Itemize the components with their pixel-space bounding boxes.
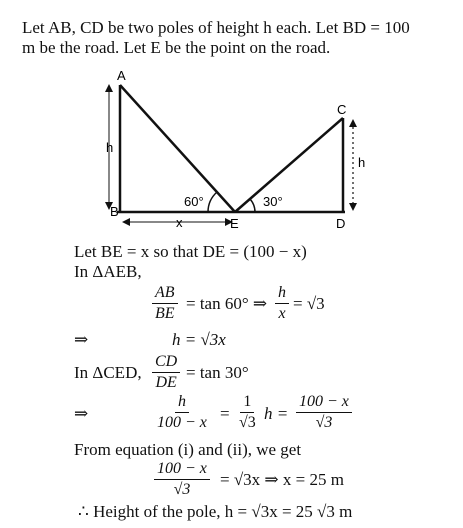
angle-arc-30 bbox=[250, 199, 255, 212]
final-answer-line: ∴ Height of the pole, h = √3x = 25 √3 m bbox=[78, 502, 353, 521]
point-b-label: B bbox=[110, 204, 119, 219]
eq2-line: h = √3x bbox=[172, 330, 226, 349]
denominator: √3 bbox=[173, 481, 191, 498]
eq4-middle: h = bbox=[264, 404, 289, 423]
in-aeb-line: In ΔAEB, bbox=[74, 262, 142, 281]
point-e-label: E bbox=[230, 216, 239, 231]
numerator: h bbox=[175, 393, 189, 413]
denominator: √3 bbox=[315, 414, 333, 431]
denominator: BE bbox=[155, 305, 175, 322]
numerator: 1 bbox=[240, 393, 254, 413]
height-label-right: h bbox=[358, 155, 366, 170]
eq1-middle: = tan 60° ⇒ bbox=[186, 294, 268, 313]
line-ce bbox=[235, 118, 343, 212]
point-d-label: D bbox=[336, 216, 346, 231]
denominator: 100 − x bbox=[157, 414, 207, 431]
fraction-h-x bbox=[275, 284, 289, 323]
from-equation-line: From equation (i) and (ii), we get bbox=[74, 440, 302, 459]
angle-60-label: 60° bbox=[184, 194, 204, 209]
arrow-head-down-right bbox=[349, 203, 357, 211]
let-be-line: Let BE = x so that DE = (100 − x) bbox=[74, 242, 307, 261]
line-ae bbox=[120, 85, 235, 212]
denominator: √3 bbox=[239, 414, 256, 431]
angle-arc-60 bbox=[208, 192, 217, 212]
implies-arrow-2: ⇒ bbox=[74, 404, 89, 423]
intro-line-2: m be the road. Let E be the point on the road. bbox=[22, 38, 331, 57]
fraction-h-100-x bbox=[154, 393, 210, 432]
fraction-100-x-sqrt3 bbox=[296, 393, 352, 432]
implies-arrow-1: ⇒ bbox=[74, 330, 89, 349]
denominator: x bbox=[278, 305, 286, 322]
height-label-left: h bbox=[106, 140, 114, 155]
numerator: CD bbox=[152, 353, 180, 373]
fraction-ab-be bbox=[152, 284, 178, 323]
denominator: DE bbox=[155, 374, 177, 391]
fraction-cd-de bbox=[152, 353, 180, 392]
fraction-100-x-over-sqrt3 bbox=[154, 460, 210, 499]
eq1-end: = √3 bbox=[293, 294, 325, 313]
fraction-1-sqrt3 bbox=[236, 393, 259, 432]
arrow-head-up-left bbox=[105, 84, 113, 92]
numerator: 100 − x bbox=[296, 393, 352, 413]
point-c-label: C bbox=[337, 102, 347, 117]
eq3-end: = tan 30° bbox=[186, 363, 249, 382]
intro-line-1: Let AB, CD be two poles of height h each. Let BD = 100 bbox=[22, 18, 410, 37]
point-a-label: A bbox=[117, 68, 126, 83]
eq5-end: = √3x ⇒ x = 25 m bbox=[220, 470, 344, 489]
two-poles-diagram bbox=[0, 60, 463, 240]
arrow-head-up-right bbox=[349, 119, 357, 127]
numerator: h bbox=[275, 284, 289, 304]
angle-30-label: 30° bbox=[263, 194, 283, 209]
x-arrow-head-left bbox=[122, 218, 130, 226]
numerator: AB bbox=[152, 284, 178, 304]
x-label: x bbox=[176, 215, 183, 230]
in-ced-line: In ΔCED, bbox=[74, 363, 142, 382]
numerator: 100 − x bbox=[154, 460, 210, 480]
eq4-equals: = bbox=[220, 404, 230, 423]
